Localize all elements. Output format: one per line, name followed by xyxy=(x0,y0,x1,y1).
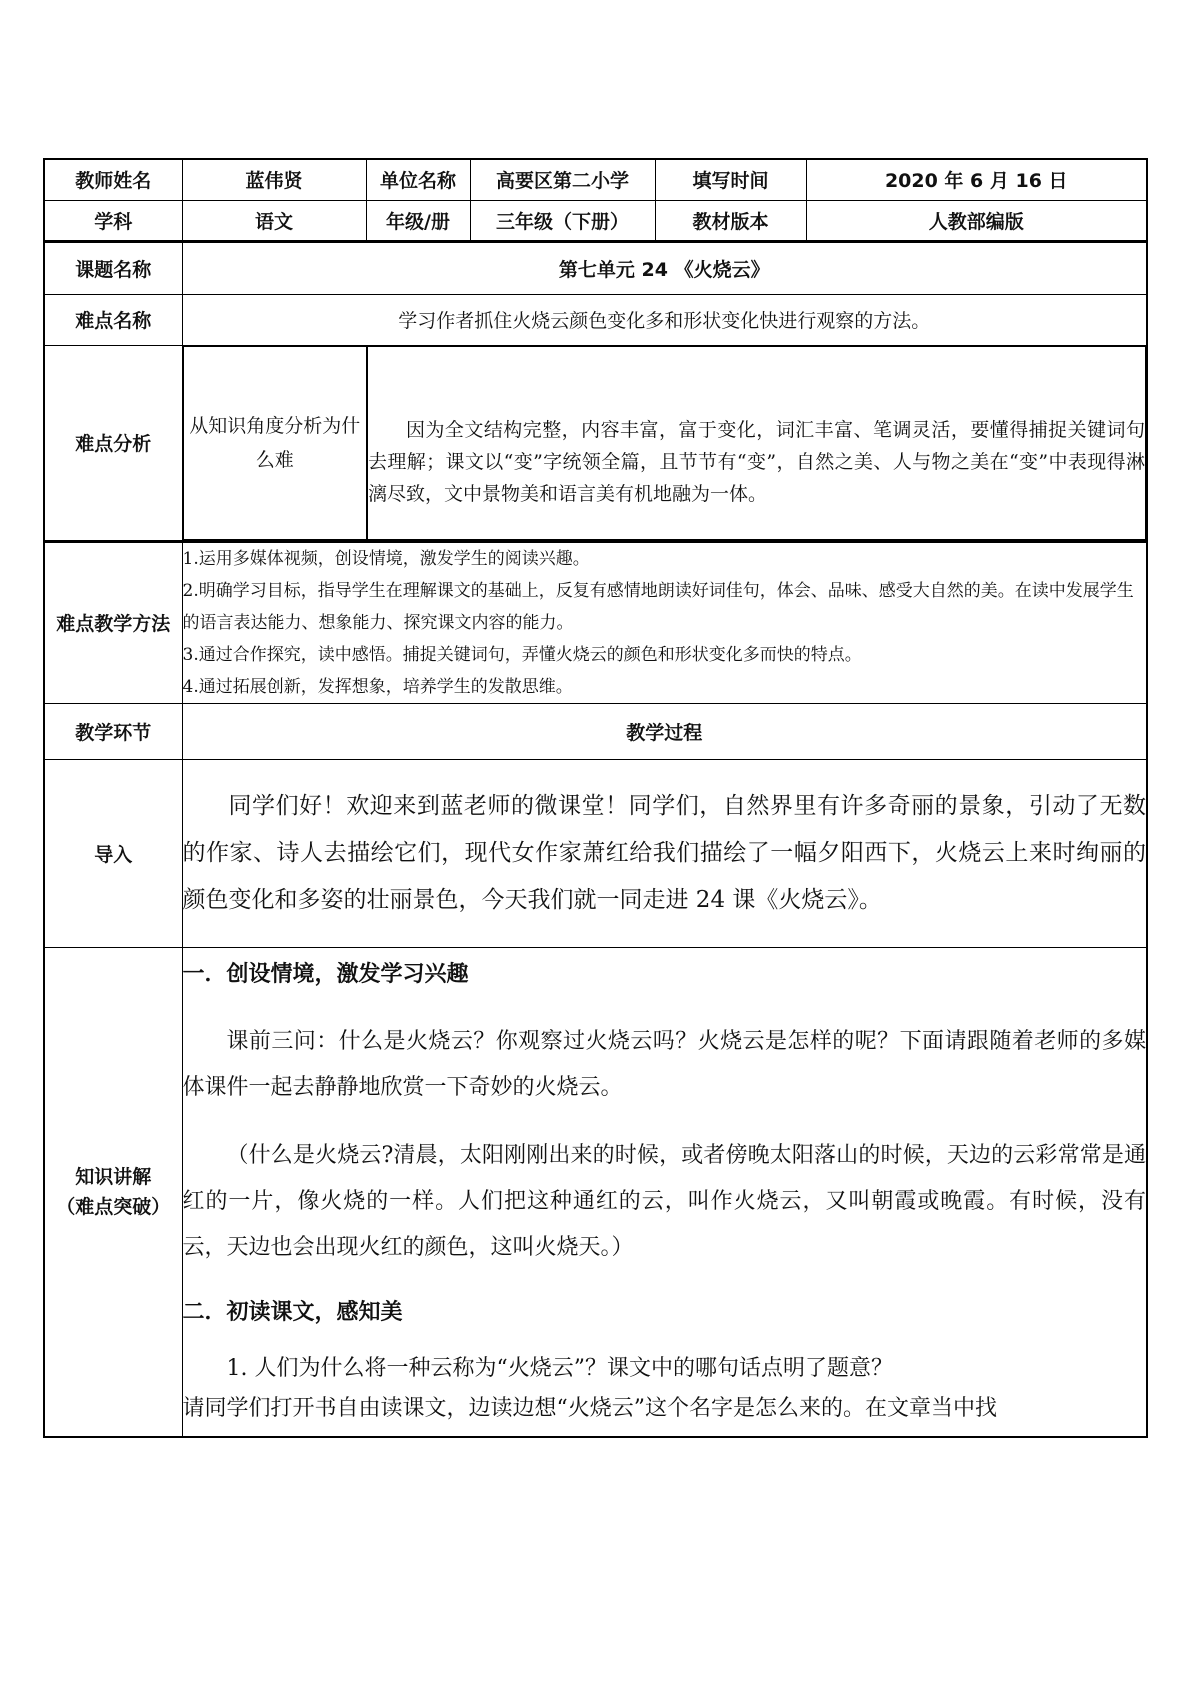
knowledge-row xyxy=(44,947,1147,1437)
difficulty-value: 学习作者抓住火烧云颜色变化多和形状变化快进行观察的方法。 xyxy=(182,294,1147,345)
grade-value: 三年级（下册） xyxy=(470,200,655,241)
fill-date-value: 2020 年 6 月 16 日 xyxy=(806,159,1147,200)
analysis-sub-label: 从知识角度分析为什么难 xyxy=(183,346,367,539)
topic-row xyxy=(44,241,1147,294)
section-1-paragraph-2: （什么是火烧云?清晨，太阳刚刚出来的时候，或者傍晚太阳落山的时候，天边的云彩常常是通红的一片，像火烧的一样。人们把这种通红的云，叫作火烧云，又叫朝霞或晚霞。有时候，没有云，天边也会出现火红的颜色，这叫火烧天。） xyxy=(182,1142,1146,1260)
difficulty-label: 难点名称 xyxy=(44,294,182,345)
unit-name-label: 单位名称 xyxy=(366,159,470,200)
method-item: 3.通过合作探究，读中感悟。捕捉关键词句，弄懂火烧云的颜色和形状变化多而快的特点。 xyxy=(182,644,862,665)
analysis-inner xyxy=(183,346,1147,540)
subject-label: 学科 xyxy=(44,200,182,241)
method-item: 2.明确学习目标，指导学生在理解课文的基础上，反复有感情地朗读好词佳句，体会、品味、感受大自然的美。在读中发展学生的语言表达能力、想象能力、探究课文内容的能力。 xyxy=(182,580,1134,633)
process-label: 教学过程 xyxy=(182,703,1147,759)
info-row-1 xyxy=(44,159,1147,200)
intro-label: 导入 xyxy=(44,759,182,947)
methods-row xyxy=(44,541,1147,703)
section-2-title: 二．初读课文，感知美 xyxy=(182,1299,403,1325)
difficulty-row xyxy=(44,294,1147,345)
methods-label: 难点教学方法 xyxy=(44,541,182,703)
teacher-name-value: 蓝伟贤 xyxy=(182,159,366,200)
method-item: 1.运用多媒体视频，创设情境，激发学生的阅读兴趣。 xyxy=(182,548,590,569)
knowledge-label-line2: （难点突破） xyxy=(56,1195,171,1218)
unit-name-value: 高要区第二小学 xyxy=(470,159,655,200)
topic-value: 第七单元 24 《火烧云》 xyxy=(182,241,1147,294)
section-2-paragraph-1: 请同学们打开书自由读课文，边读边想“火烧云”这个名字是怎么来的。在文章当中找 xyxy=(182,1395,997,1421)
analysis-row xyxy=(44,345,1147,541)
process-step-label: 教学环节 xyxy=(44,703,182,759)
edition-value: 人教部编版 xyxy=(806,200,1147,241)
analysis-text: 因为全文结构完整，内容丰富，富于变化，词汇丰富、笔调灵活，要懂得捕捉关键词句去理解；课文以“变”字统领全篇，且节节有“变”，自然之美、人与物之美在“变”中表现得淋漓尽致，文中景物美和语言美有机地融为一体。 xyxy=(367,346,1146,539)
lesson-plan-table xyxy=(43,158,1148,1438)
subject-value: 语文 xyxy=(182,200,366,241)
edition-label: 教材版本 xyxy=(655,200,806,241)
topic-label: 课题名称 xyxy=(44,241,182,294)
knowledge-label-line1: 知识讲解 xyxy=(75,1165,152,1188)
info-row-2 xyxy=(44,200,1147,241)
intro-text: 同学们好！欢迎来到蓝老师的微课堂！同学们，自然界里有许多奇丽的景象，引动了无数的作家、诗人去描绘它们，现代女作家萧红给我们描绘了一幅夕阳西下，火烧云上来时绚丽的颜色变化和多姿的壮丽景色，今天我们就一同走进 24 课《火烧云》。 xyxy=(182,759,1147,947)
intro-row xyxy=(44,759,1147,947)
section-2-question-1: 1. 人们为什么将一种云称为“火烧云”？课文中的哪句话点明了题意？ xyxy=(226,1355,893,1381)
process-header-row xyxy=(44,703,1147,759)
section-1-paragraph-1: 课前三问：什么是火烧云？你观察过火烧云吗？火烧云是怎样的呢？下面请跟随着老师的多媒体课件一起去静静地欣赏一下奇妙的火烧云。 xyxy=(182,1028,1146,1100)
fill-date-label: 填写时间 xyxy=(655,159,806,200)
analysis-content xyxy=(182,345,1147,541)
analysis-label: 难点分析 xyxy=(44,345,182,541)
methods-list xyxy=(182,541,1147,703)
section-1-title: 一．创设情境，激发学习兴趣 xyxy=(182,961,469,987)
teacher-name-label: 教师姓名 xyxy=(44,159,182,200)
knowledge-label xyxy=(44,947,182,1437)
knowledge-body xyxy=(182,947,1147,1437)
method-item: 4.通过拓展创新，发挥想象，培养学生的发散思维。 xyxy=(182,676,573,697)
grade-label: 年级/册 xyxy=(366,200,470,241)
